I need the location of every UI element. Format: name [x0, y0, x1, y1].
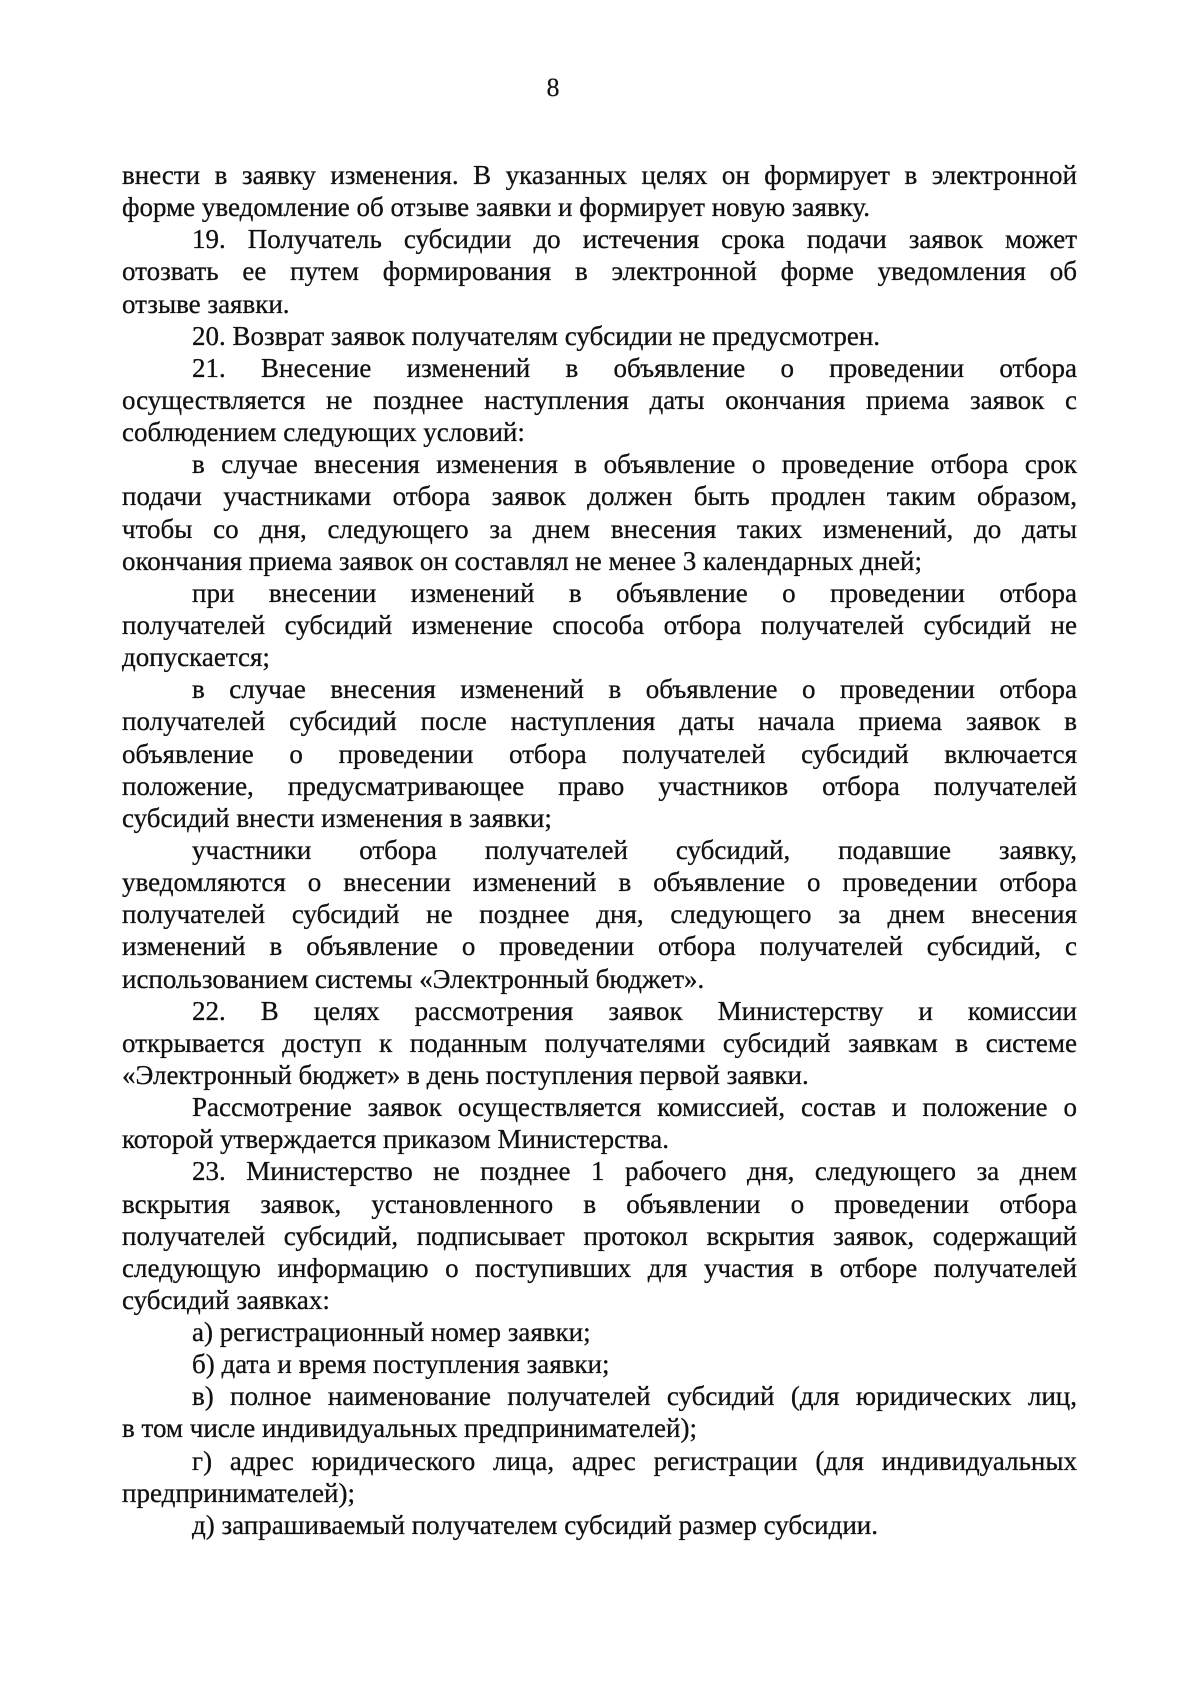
text-line: в случае внесения изменения в объявление о проведение отбора срок — [192, 449, 1077, 480]
page-number: 8 — [546, 73, 560, 102]
text-line: б) дата и время поступления заявки; — [192, 1349, 610, 1380]
text-line: которой утверждается приказом Министерства. — [122, 1124, 670, 1155]
text-line: при внесении изменений в объявление о проведении отбора — [192, 577, 1077, 608]
text-line: субсидий внести изменения в заявки; — [122, 802, 552, 833]
text-line: получателей субсидий не позднее дня, следующего за днем внесения — [122, 899, 1077, 930]
text-line: а) регистрационный номер заявки; — [192, 1317, 591, 1348]
paragraph-21-condition-3 — [122, 673, 1077, 834]
text-line: субсидий заявках: — [122, 1284, 330, 1315]
paragraph-continuation — [122, 159, 1077, 223]
text-line: Рассмотрение заявок осуществляется комиссией, состав и положение о — [192, 1092, 1077, 1123]
paragraph-23-item-b — [122, 1348, 1077, 1380]
paragraph-23 — [122, 1155, 1077, 1316]
text-line: допускается; — [122, 642, 270, 673]
text-line: отозвать ее путем формирования в электронной форме уведомления об — [122, 256, 1077, 287]
text-line: предпринимателей); — [122, 1477, 355, 1508]
text-line: 19. Получатель субсидии до истечения срока подачи заявок может — [192, 224, 1077, 255]
text-line: уведомляются о внесении изменений в объявление о проведении отбора — [122, 867, 1077, 898]
text-line: объявление о проведении отбора получателей субсидий включается — [122, 738, 1077, 769]
text-line: внести в заявку изменения. В указанных целях он формирует в электронной — [122, 160, 1077, 190]
text-line: подачи участниками отбора заявок должен быть продлен таким образом, — [122, 481, 1077, 512]
text-line: 21. Внесение изменений в объявление о проведении отбора — [192, 352, 1077, 383]
text-line: отзыве заявки. — [122, 288, 290, 319]
text-line: в случае внесения изменений в объявление о проведении отбора — [192, 674, 1077, 705]
text-line: соблюдением следующих условий: — [122, 417, 525, 448]
text-line: 20. Возврат заявок получателям субсидии не предусмотрен. — [192, 320, 881, 351]
text-line: положение, предусматривающее право участников отбора получателей — [122, 770, 1077, 801]
paragraph-23-item-v — [122, 1380, 1077, 1444]
paragraph-23-item-d — [122, 1509, 1077, 1541]
text-line: участники отбора получателей субсидий, подавшие заявку, — [192, 834, 1077, 865]
text-line: в том числе индивидуальных предпринимателей); — [122, 1413, 697, 1444]
text-line: получателей субсидий изменение способа отбора получателей субсидий не — [122, 609, 1077, 640]
text-line: использованием системы «Электронный бюджет». — [122, 963, 705, 994]
text-line: следующую информацию о поступивших для участия в отборе получателей — [122, 1252, 1077, 1283]
text-line: 23. Министерство не позднее 1 рабочего дня, следующего за днем — [192, 1156, 1077, 1187]
text-line: осуществляется не позднее наступления даты окончания приема заявок с — [122, 384, 1077, 415]
text-line: д) запрашиваемый получателем субсидий размер субсидии. — [192, 1509, 878, 1540]
text-line: получателей субсидий, подписывает протокол вскрытия заявок, содержащий — [122, 1220, 1077, 1251]
paragraph-21-condition-2 — [122, 577, 1077, 673]
text-line: «Электронный бюджет» в день поступления первой заявки. — [122, 1059, 809, 1090]
paragraph-21-condition-1 — [122, 448, 1077, 577]
paragraph-22-review — [122, 1091, 1077, 1155]
paragraph-21 — [122, 352, 1077, 448]
text-line: получателей субсидий после наступления даты начала приема заявок в — [122, 706, 1077, 737]
text-line: окончания приема заявок он составлял не менее 3 календарных дней; — [122, 545, 922, 576]
text-line: г) адрес юридического лица, адрес регистрации (для индивидуальных — [192, 1445, 1077, 1476]
text-line: изменений в объявление о проведении отбора получателей субсидий, с — [122, 931, 1077, 962]
text-line: форме уведомление об отзыве заявки и формирует новую заявку. — [122, 192, 870, 223]
document-body — [122, 159, 1077, 1541]
text-line: 22. В целях рассмотрения заявок Министерству и комиссии — [192, 995, 1077, 1026]
paragraph-22 — [122, 995, 1077, 1091]
text-line: чтобы со дня, следующего за днем внесения таких изменений, до даты — [122, 513, 1077, 544]
paragraph-20 — [122, 320, 1077, 352]
text-line: вскрытия заявок, установленного в объявлении о проведении отбора — [122, 1188, 1077, 1219]
text-line: открывается доступ к поданным получателями субсидий заявкам в системе — [122, 1027, 1077, 1058]
paragraph-21-condition-4 — [122, 834, 1077, 995]
text-line: в) полное наименование получателей субсидий (для юридических лиц, — [192, 1381, 1077, 1412]
paragraph-19 — [122, 223, 1077, 319]
paragraph-23-item-a — [122, 1316, 1077, 1348]
paragraph-23-item-g — [122, 1445, 1077, 1509]
